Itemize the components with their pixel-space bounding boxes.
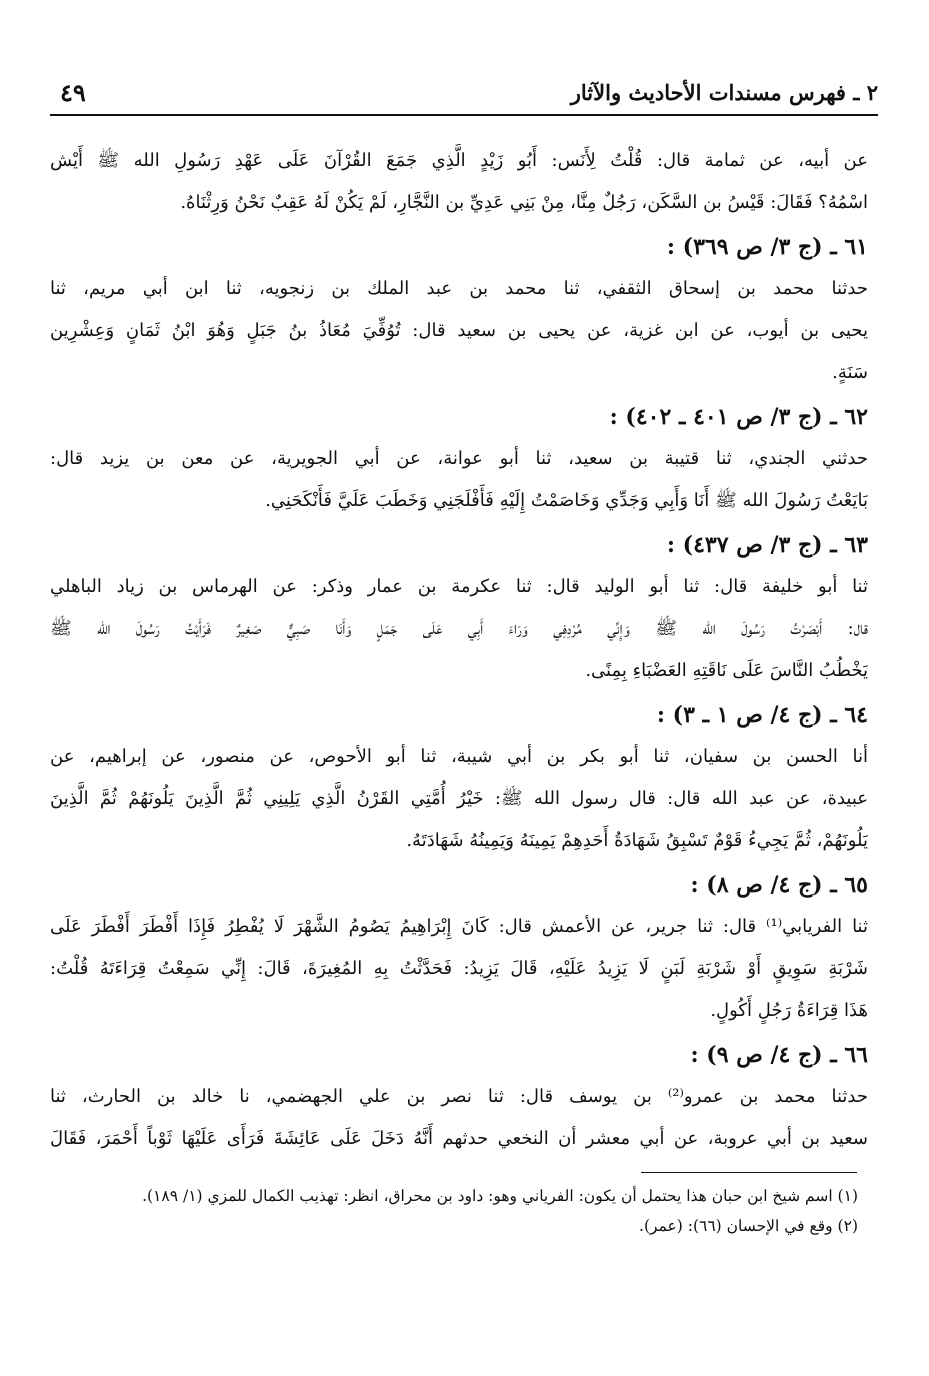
text-line: عبيدة، عن عبد الله قال: قال رسول الله ﷺ: خَيْرُ أُمَّتِي القَرْنُ الَّذِي يَلِينِي ثُمَّ الَّذِينَ يَلُونَهُمْ ثُمَّ الَّذِينَ xyxy=(50,788,868,809)
text-line: يحيى بن أيوب، عن ابن غزية، عن يحيى بن سعيد قال: تُوُفِّيَ مُعَاذُ بنُ جَبَلٍ وَهُوَ ابْنُ ثَمَانٍ وَعِشْرِين xyxy=(50,320,868,341)
hadith-heading: ٦٢ ـ (ج ٣/ ص ٤٠١ ـ ٤٠٢) : xyxy=(609,404,868,430)
text-line: قال: أَبْصَرْتُ رَسُولَ الله ﷺ وَإِنِّي مُرْدِفِي وَرَاءَ أَبِي عَلَى جَمَلٍ وَأَنَا صَبِيٌّ صَغِيرٌ فَرَأَيْتُ رَسُولَ الله ﷺ xyxy=(50,618,868,639)
footnote: (٢) وقع في الإحسان (٦٦): (عمر). xyxy=(639,1217,858,1235)
footnotes xyxy=(60,1181,858,1241)
text-line: حدثنا محمد بن عمرو⁽²⁾ بن يوسف قال: ثنا نصر بن علي الجهضمي، نا خالد بن الحارث، ثنا xyxy=(50,1086,868,1107)
text-line: يَخْطُبُ النَّاسَ عَلَى نَاقَتِهِ العَضْبَاءِ بِمِنًى. xyxy=(585,660,868,681)
text-line: ثنا أبو خليفة قال: ثنا أبو الوليد قال: ثنا عكرمة بن عمار وذكر: عن الهرماس بن زياد الباهلي xyxy=(50,576,868,597)
text-line: هَذَا قِرَاءَةُ رَجُلٍ أَكُولٍ. xyxy=(710,1000,868,1021)
text-line: سَنَةٍ. xyxy=(832,362,868,383)
body-text xyxy=(50,140,868,1160)
page-number: ٤٩ xyxy=(60,78,86,107)
hadith-heading: ٦٦ ـ (ج ٤/ ص ٩) : xyxy=(690,1042,868,1068)
footnote: (١) اسم شيخ ابن حبان هذا يحتمل أن يكون: الفرياني وهو: داود بن محراق، انظر: تهذيب الكمال للمزي (١/ ١٨٩). xyxy=(142,1187,858,1205)
text-line: حدثني الجندي، ثنا قتيبة بن سعيد، ثنا أبو عوانة، عن أبي الجويرية، عن معن بن يزيد قال: xyxy=(50,448,868,469)
text-line: حدثنا محمد بن إسحاق الثقفي، ثنا محمد بن عبد الملك بن زنجويه، ثنا ابن أبي مريم، ثنا xyxy=(50,278,868,299)
hadith-heading: ٦١ ـ (ج ٣/ ص ٣٦٩) : xyxy=(666,234,868,260)
running-title: ٢ ـ فهرس مسندات الأحاديث والآثار xyxy=(570,80,878,105)
text-line: يَلُونَهُمْ، ثُمَّ يَجِيءُ قَوْمٌ تَسْبِقُ شَهَادَةُ أَحَدِهِمْ يَمِينَهُ وَيَمِينُهُ شَهَادَتَهُ. xyxy=(406,830,868,851)
hadith-heading: ٦٥ ـ (ج ٤/ ص ٨) : xyxy=(690,872,868,898)
text-line: شَرْبَةِ سَوِيقٍ أَوْ شَرْبَةِ لَبَنٍ لَا يَزِيدُ عَلَيْهِ، قَالَ يَزِيدُ: فَحَدَّثْتُ بِهِ المُغِيرَةَ، قَالَ: إِنِّي سَمِعْتُ قِرَاءَتَهُ قُلْتُ: xyxy=(50,958,868,979)
hadith-heading: ٦٤ ـ (ج ٤/ ص ١ ـ ٣) : xyxy=(656,702,868,728)
text-line: بَايَعْتُ رَسُولَ الله ﷺ أَنَا وَأَبِي وَجَدِّي وَخَاصَمْتُ إِلَيْهِ فَأَفْلَجَنِي وَخَطَبَ عَلَيَّ فَأَنْكَحَنِي. xyxy=(265,490,868,511)
footnote-divider xyxy=(641,1172,857,1173)
text-line: سعيد بن أبي عروبة، عن أبي معشر أن النخعي حدثهم أَنَّهُ دَخَلَ عَلَى عَائِشَةَ فَرَأَى عَلَيْهَا ثَوْباً أَحْمَرَ، فَقَالَ xyxy=(50,1128,868,1149)
hadith-heading: ٦٣ ـ (ج ٣/ ص ٤٣٧) : xyxy=(666,532,868,558)
text-line: عن أبيه، عن ثمامة قال: قُلْتُ لِأَنَس: أَبُو زَيْدٍ الَّذِي جَمَعَ القُرْآنَ عَلَى عَهْدِ رَسُولِ الله ﷺ أَيْش xyxy=(50,150,868,171)
text-line: أنا الحسن بن سفيان، ثنا أبو بكر بن أبي شيبة، ثنا أبو الأحوص، عن منصور، عن إبراهيم، عن xyxy=(50,746,868,767)
text-line: ثنا الفريابي⁽¹⁾ قال: ثنا جرير، عن الأعمش قال: كَانَ إِبْرَاهِيمُ يَصُومُ الشَّهْرَ لَا يُفْطِرُ فَإِذَا أَفْطَرَ أَفْطَرَ عَلَى xyxy=(50,916,868,937)
page-header xyxy=(50,80,878,116)
text-line: اسْمُهُ؟ فَقَالَ: قَيْسُ بن السَّكَن، رَجُلٌ مِنَّا، مِنْ بَنِي عَدِيِّ بن النَّجَّارِ، لَمْ يَكُنْ لَهُ عَقِبٌ نَحْنُ وَرِثْنَاهُ. xyxy=(180,192,868,213)
